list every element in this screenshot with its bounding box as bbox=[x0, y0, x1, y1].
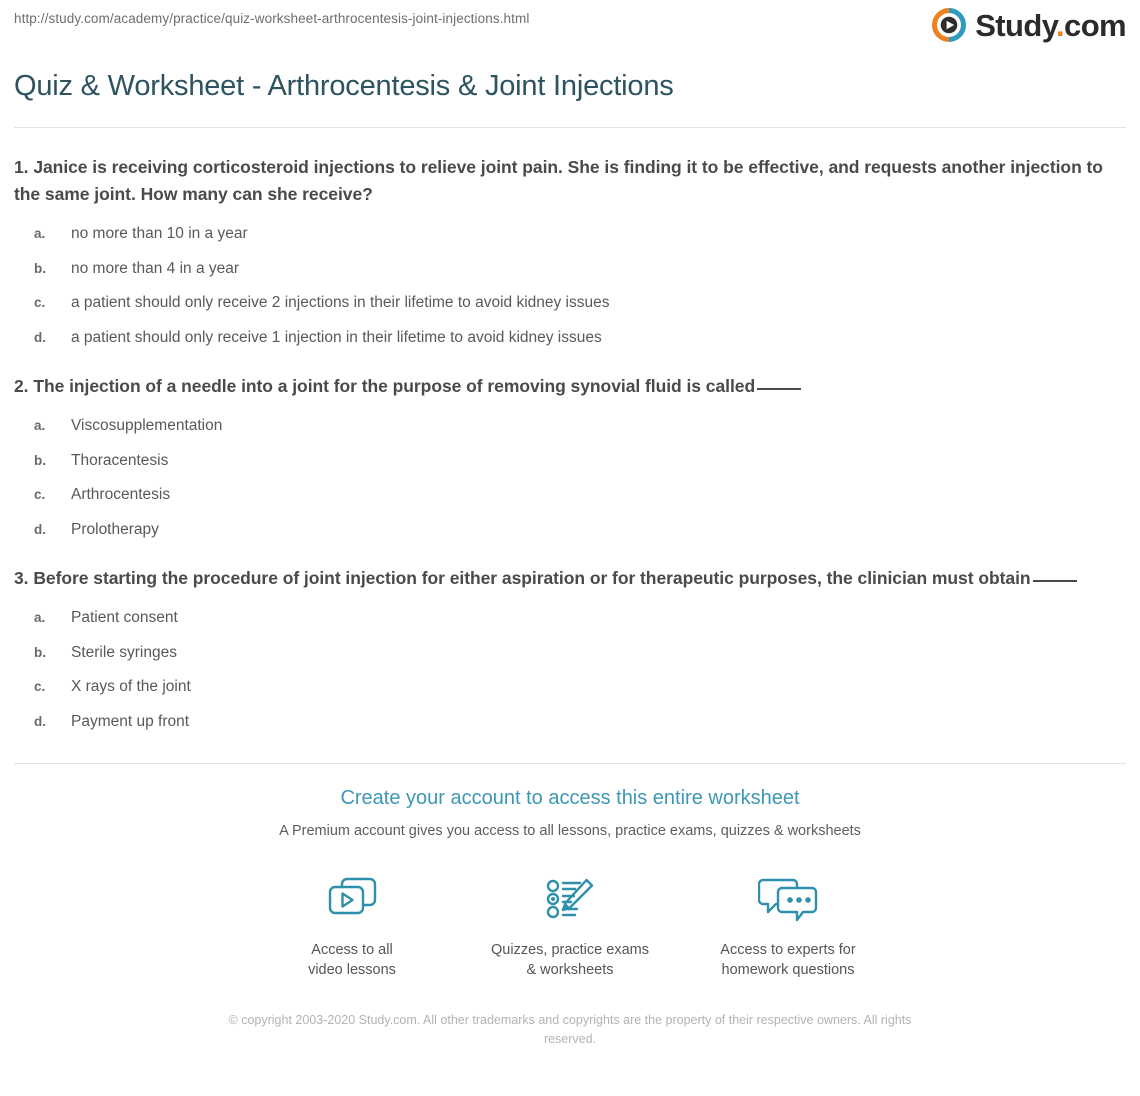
option-text: Arthrocentesis bbox=[71, 486, 171, 504]
answer-option[interactable] bbox=[14, 209, 1126, 244]
option-text: X rays of the joint bbox=[71, 678, 191, 696]
option-letter: a. bbox=[34, 418, 46, 434]
option-letter: a. bbox=[34, 610, 46, 626]
logo-word-study: Study bbox=[975, 7, 1057, 43]
question-block bbox=[14, 128, 1126, 348]
question-number: 2. bbox=[14, 376, 29, 397]
answer-option[interactable] bbox=[14, 662, 1126, 697]
answer-blank bbox=[1033, 580, 1077, 582]
question-number: 1. bbox=[14, 156, 29, 177]
option-text: a patient should only receive 2 injections in their lifetime to avoid kidney issues bbox=[71, 294, 610, 312]
logo-word-com: com bbox=[1064, 7, 1126, 43]
option-letter: c. bbox=[34, 487, 46, 503]
option-text: Prolotherapy bbox=[71, 520, 159, 538]
option-letter: d. bbox=[34, 329, 46, 345]
logo-dot: . bbox=[1056, 7, 1065, 43]
feature-label: Quizzes, practice exams & worksheets bbox=[491, 942, 649, 979]
create-account-link[interactable]: Create your account to access this entire worksheet bbox=[340, 787, 800, 810]
question-body: Before starting the procedure of joint injection for either aspiration or for therapeutic purposes, the clinician must obtain bbox=[33, 568, 1031, 589]
video-lessons-icon bbox=[243, 871, 461, 927]
quiz-questions bbox=[14, 128, 1126, 732]
answer-option[interactable] bbox=[14, 470, 1126, 505]
answer-blank bbox=[757, 388, 801, 390]
option-text: a patient should only receive 1 injection in their lifetime to avoid kidney issues bbox=[71, 328, 602, 346]
feature-item bbox=[461, 871, 679, 980]
question-text bbox=[14, 373, 1126, 401]
cta-subheading: A Premium account gives you access to all lessons, practice exams, quizzes & worksheets bbox=[279, 823, 861, 840]
feature-item bbox=[679, 871, 897, 980]
option-text: no more than 10 in a year bbox=[71, 225, 248, 243]
page-title: Quiz & Worksheet - Arthrocentesis & Joint Injections bbox=[14, 70, 674, 102]
option-text: Thoracentesis bbox=[71, 451, 169, 469]
answer-option[interactable] bbox=[14, 313, 1126, 348]
answer-option[interactable] bbox=[14, 401, 1126, 436]
question-body: The injection of a needle into a joint for the purpose of removing synovial fluid is called bbox=[33, 376, 756, 397]
answer-option[interactable] bbox=[14, 593, 1126, 628]
question-body: Janice is receiving corticosteroid injections to relieve joint pain. She is finding it to be effective, and requests another injection to the same joint. How many can she receive? bbox=[14, 156, 1103, 205]
option-text: Payment up front bbox=[71, 712, 190, 730]
feature-list bbox=[0, 871, 1140, 980]
page-url: http://study.com/academy/practice/quiz-worksheet-arthrocentesis-joint-injections.html bbox=[14, 11, 530, 26]
answer-option[interactable] bbox=[14, 628, 1126, 663]
answer-option[interactable] bbox=[14, 436, 1126, 471]
answer-option[interactable] bbox=[14, 244, 1126, 279]
copyright-text: © copyright 2003-2020 Study.com. All other trademarks and copyrights are the property of their respective owners. All rights reserved. bbox=[228, 1013, 912, 1047]
option-letter: c. bbox=[34, 679, 46, 695]
create-account-cta bbox=[0, 786, 1140, 1049]
option-text: Sterile syringes bbox=[71, 643, 177, 661]
option-text: no more than 4 in a year bbox=[71, 259, 240, 277]
quiz-pencil-icon bbox=[461, 871, 679, 927]
option-letter: d. bbox=[34, 521, 46, 537]
option-letter: d. bbox=[34, 713, 46, 729]
option-letter: b. bbox=[34, 644, 46, 660]
feature-item bbox=[243, 871, 461, 980]
option-letter: b. bbox=[34, 452, 46, 468]
cta-divider bbox=[14, 763, 1126, 764]
study-com-logo[interactable] bbox=[932, 8, 1126, 42]
feature-label: Access to experts for homework questions bbox=[720, 942, 856, 979]
option-letter: a. bbox=[34, 226, 46, 242]
answer-options bbox=[14, 401, 1126, 539]
question-number: 3. bbox=[14, 568, 29, 589]
option-text: Patient consent bbox=[71, 609, 178, 627]
question-text bbox=[14, 565, 1126, 593]
logo-wordmark bbox=[975, 7, 1126, 43]
play-circle-icon bbox=[932, 8, 966, 42]
answer-option[interactable] bbox=[14, 278, 1126, 313]
answer-option[interactable] bbox=[14, 505, 1126, 540]
question-text bbox=[14, 154, 1126, 209]
option-letter: b. bbox=[34, 260, 46, 276]
answer-options bbox=[14, 209, 1126, 347]
answer-options bbox=[14, 593, 1126, 731]
top-bar bbox=[0, 0, 1140, 58]
question-block bbox=[14, 347, 1126, 539]
feature-label: Access to all video lessons bbox=[308, 942, 396, 979]
chat-bubbles-icon bbox=[679, 871, 897, 927]
option-text: Viscosupplementation bbox=[71, 417, 223, 435]
question-block bbox=[14, 539, 1126, 731]
option-letter: c. bbox=[34, 295, 46, 311]
answer-option[interactable] bbox=[14, 697, 1126, 732]
